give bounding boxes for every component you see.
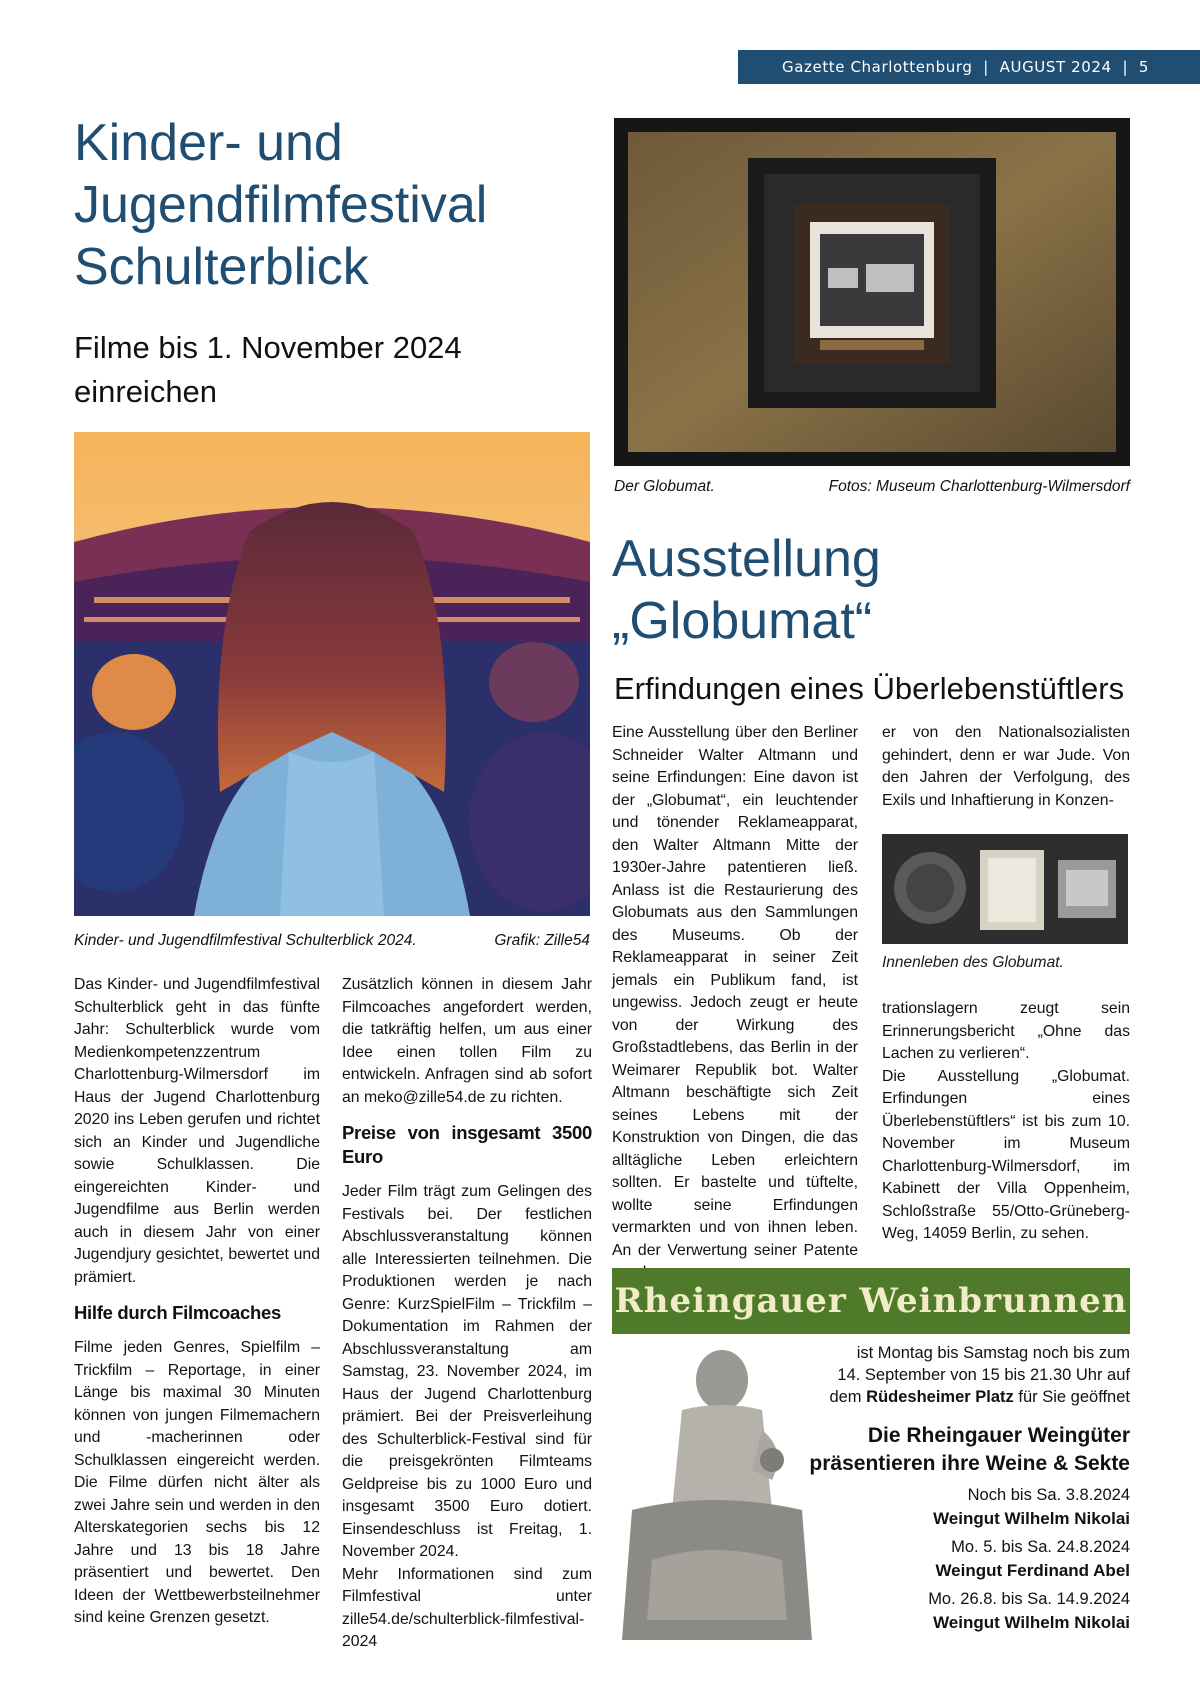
ad-intro-line [780,1386,1130,1408]
ad-date: Mo. 26.8. bis Sa. 14.9.2024 [928,1590,1130,1608]
ad-banner [612,1268,1130,1334]
caption-credit: Fotos: Museum Charlottenburg-Wilmersdorf [828,478,1130,495]
caption-text: Kinder- und Jugendfilmfestival Schulterblick 2024. [74,932,417,949]
article1-column-1 [74,974,320,1630]
ad-intro-line: ist Montag bis Samstag noch bis zum [856,1344,1130,1362]
ad-winery: Weingut Ferdinand Abel [935,1561,1130,1580]
festival-image-caption [74,932,590,950]
ad-headline-line: Die Rheingauer Weingüter [867,1424,1130,1447]
ad-date: Mo. 5. bis Sa. 24.8.2024 [951,1538,1130,1556]
subheading: Hilfe durch Filmcoaches [74,1302,281,1323]
interior-photo-caption: Innenleben des Globumat. [882,954,1064,971]
paragraph: er von den Nationalsozialisten gehindert, denn er war Jude. Von den Jahren der Verfolgung, des Exils und Inhaftierung in Konzen- [882,724,1130,809]
paragraph: Die Ausstellung „Globumat. Erfindungen eines Überlebenstüftlers“ ist bis zum 10. November im Museum Charlottenburg-Wilmersdorf, im Kabinett der Villa Oppenheim, Schloßstraße 55/Otto-Grüneberg-Weg, 14059 Berlin, zu sehen. [882,1067,1130,1242]
article2-title: Ausstellung „Globumat“ [612,530,881,650]
subheading: Preise von insgesamt 3500 Euro [342,1122,592,1167]
paragraph: Jeder Film trägt zum Gelingen des Festivals bei. Der festlichen Abschlussveranstaltung können alle Interessierten teilnehmen. Die Produktionen werden je nach Genre: KurzSpielFilm – Trickfilm – Dokumentation im Rahmen der Abschlussveranstaltung am Samstag, 23. November 2024, im Haus der Jugend Charlottenburg prämiert. Bei der Preisverleihung des Schulterblick-Festival sind für die preisgekrönten Filmteams Geldpreise bis zu 1000 Euro und insgesamt 3500 Euro dotiert. Einsendeschluss ist Freitag, 1. November 2024. [342,1183,592,1560]
ad-intro-line: 14. September von 15 bis 21.30 Uhr auf [837,1366,1130,1384]
paragraph: Zusätzlich können in diesem Jahr Filmcoaches angefordert werden, die tatkräftig helfen, um aus einer Idee einen tollen Film zu entwickeln. Anfragen sind ab sofort an meko@zille54.de zu richten. [342,976,592,1106]
ad-winery: Weingut Wilhelm Nikolai [933,1613,1130,1632]
article1-column-2 [342,974,592,1654]
page-header-bar [738,50,1200,84]
paragraph: Das Kinder- und Jugendfilmfestival Schulterblick geht in das fünfte Jahr: Schulterblick wurde vom Medienkompetenzzentrum Charlottenburg-Wilmersdorf im Haus der Jugend Charlottenburg 2020 ins Leben gerufen und richtet sich an Kinder und Jugendliche sowie Schulklassen. Die eingereichten Kinder- und Jugendfilme aus Berlin werden auch in diesem Jahr von einer Jugendjury gesichtet, bewertet und prämiert. [74,976,320,1286]
article2-subtitle: Erfindungen eines Überlebenstüftlers [614,671,1125,706]
globumat-interior-photo [882,834,1128,944]
ad-date-list [780,1484,1130,1634]
globumat-photo [614,118,1130,466]
ad-intro-text: für Sie geöffnet [1018,1388,1130,1406]
globumat-interior-image [882,834,1128,944]
article2-column-2-bottom [882,998,1130,1246]
article1-title: Kinder- und Jugendfilmfestival Schulterblick [74,114,488,296]
caption-text: Der Globumat. [614,478,715,495]
paragraph: Filme jeden Genres, Spielfilm – Trickfilm – Reportage, in einer Länge bis maximal 30 Minuten können von jungen Filmemachern und -macherinnen oder Schulklassen eingereicht werden. Die Filme dürfen nicht älter als zwei Jahre sein und werden in den Alterskategorien sechs bis 12 Jahre und 13 bis 18 Jahre präsentiert und bewertet. Den Ideen der Wettbewerbsteilnehmer sind keine Grenzen gesetzt. [74,1339,320,1626]
article2-column-1 [612,722,858,1285]
caption-credit: Grafik: Zille54 [494,932,590,949]
ad-text-block [780,1342,1130,1634]
header-text: Gazette Charlottenburg | AUGUST 2024 | 5 [782,58,1149,76]
ad-winery: Weingut Wilhelm Nikolai [933,1509,1130,1528]
ad-headline [780,1422,1130,1478]
ad-banner-title: Rheingauer Weinbrunnen [614,1281,1128,1321]
article1-subtitle: Filme bis 1. November 2024 einreichen [74,330,462,409]
cinema-audience-image [74,432,590,916]
ad-location: Rüdesheimer Platz [866,1388,1014,1406]
paragraph: trationslagern zeugt sein Erinnerungsbericht „Ohne das Lachen zu verlieren“. [882,1000,1130,1062]
paragraph: Mehr Informationen sind zum Filmfestival unter zille54.de/schulterblick-filmfestival-2024 [342,1565,592,1650]
ad-date: Noch bis Sa. 3.8.2024 [967,1486,1130,1504]
globumat-photo-caption [614,478,1130,496]
paragraph: Eine Ausstellung über den Berliner Schneider Walter Altmann und seine Erfindungen: Eine davon ist der „Globumat“, ein leuchtender und tönender Reklameapparat, den Walter Altmann Mitte der 1930er-Jahre patentieren ließ. Anlass ist die Restaurierung des Globumats aus den Sammlungen des Museums. Ob der Reklameapparat in seiner Zeit jemals ein Publikum fand, ist ungewiss. Jedoch zeugt er heute von der Wirkung des Großstadtlebens, das Berlin in der Weimarer Republik bot. Walter Altmann beschäftigte sich Zeit seines Lebens mit der Konstruktion von Dingen, die das alltägliche Leben erleichtern sollten. Er bastelte und tüftelte, wollte seine Erfindungen vermarkten und von ihnen leben. An der Verwertung seiner Patente [612,724,858,1259]
festival-illustration [74,432,590,916]
article2-column-2-top [882,722,1130,812]
ad-intro-text: dem [829,1388,862,1406]
ad-headline-line: präsentieren ihre Weine & Sekte [809,1452,1130,1475]
globumat-device-image [614,118,1130,466]
